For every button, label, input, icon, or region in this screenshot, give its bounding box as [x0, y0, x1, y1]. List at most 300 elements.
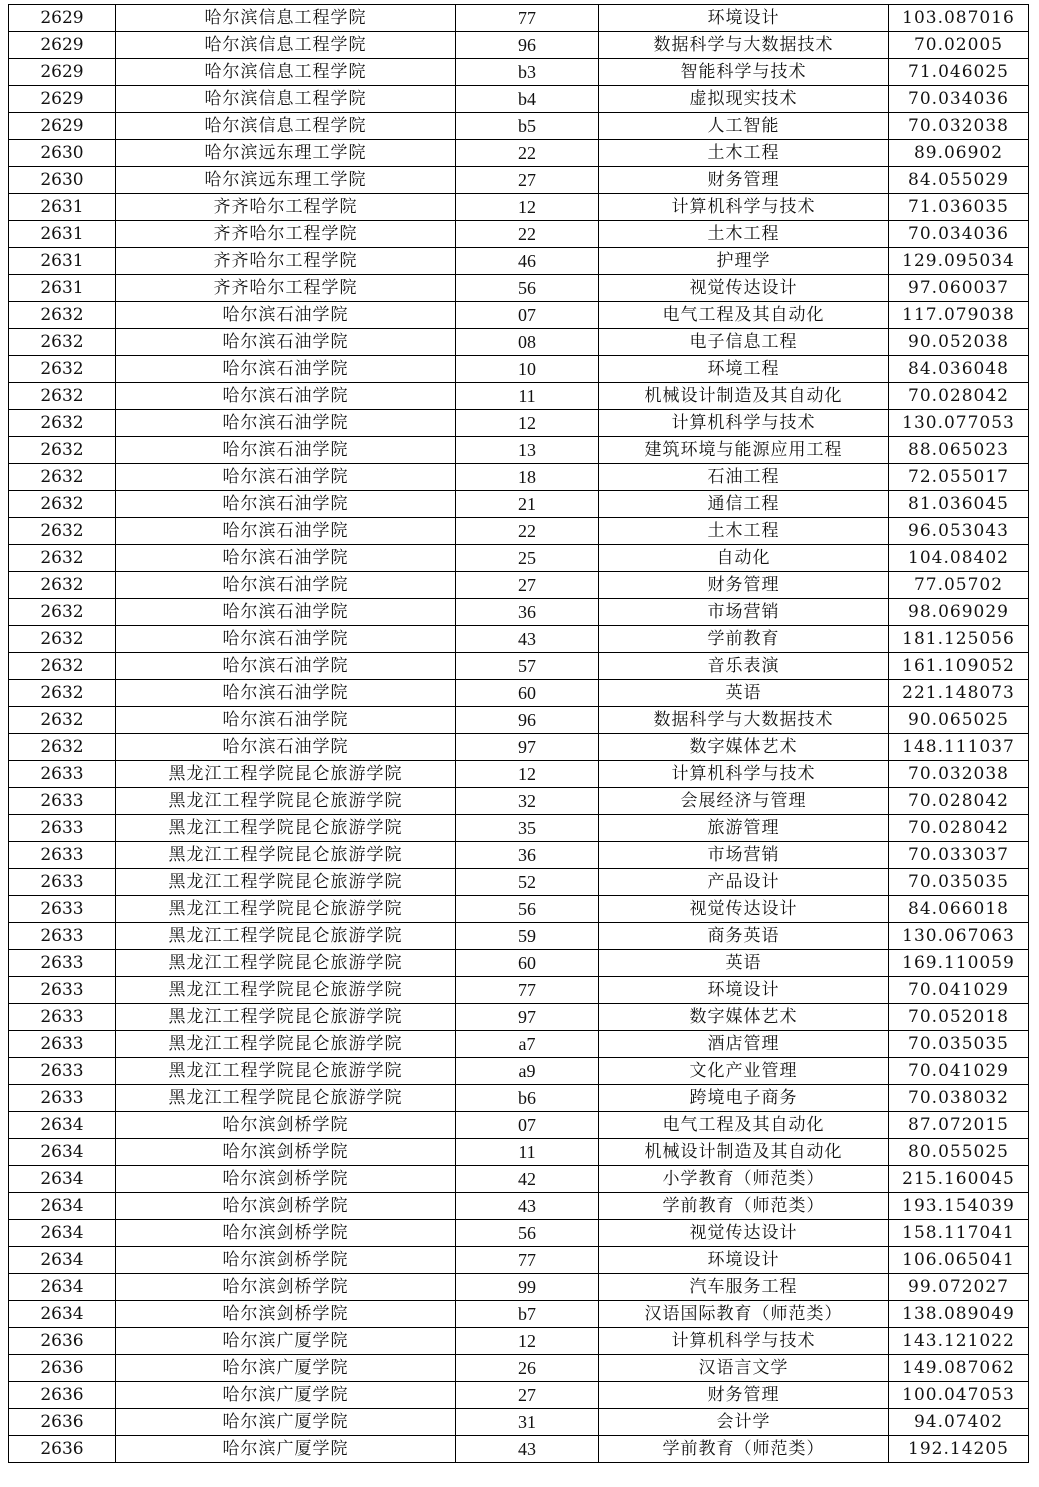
major-name-cell: 视觉传达设计	[599, 1220, 889, 1247]
score-cell: 90.065025	[889, 707, 1029, 734]
table-row	[9, 491, 1029, 518]
major-name-cell: 汉语国际教育（师范类）	[599, 1301, 889, 1328]
major-code-cell: 36	[456, 842, 599, 869]
school-name-cell: 哈尔滨广厦学院	[116, 1328, 456, 1355]
score-cell: 100.047053	[889, 1382, 1029, 1409]
school-name-cell: 哈尔滨石油学院	[116, 707, 456, 734]
table-row	[9, 1085, 1029, 1112]
major-name-cell: 商务英语	[599, 923, 889, 950]
table-row	[9, 680, 1029, 707]
major-code-cell: 13	[456, 437, 599, 464]
school-name-cell: 黑龙江工程学院昆仑旅游学院	[116, 923, 456, 950]
major-code-cell: 12	[456, 194, 599, 221]
school-name-cell: 齐齐哈尔工程学院	[116, 248, 456, 275]
major-name-cell: 市场营销	[599, 842, 889, 869]
major-name-cell: 环境工程	[599, 356, 889, 383]
school-code-cell: 2629	[9, 59, 116, 86]
table-row	[9, 1328, 1029, 1355]
major-code-cell: 12	[456, 410, 599, 437]
score-cell: 130.067063	[889, 923, 1029, 950]
major-name-cell: 财务管理	[599, 1382, 889, 1409]
major-code-cell: 56	[456, 1220, 599, 1247]
major-code-cell: 18	[456, 464, 599, 491]
school-name-cell: 哈尔滨远东理工学院	[116, 140, 456, 167]
major-name-cell: 护理学	[599, 248, 889, 275]
school-name-cell: 哈尔滨信息工程学院	[116, 113, 456, 140]
school-code-cell: 2631	[9, 221, 116, 248]
table-row	[9, 1274, 1029, 1301]
school-code-cell: 2633	[9, 1004, 116, 1031]
school-name-cell: 哈尔滨石油学院	[116, 626, 456, 653]
school-name-cell: 黑龙江工程学院昆仑旅游学院	[116, 1031, 456, 1058]
major-code-cell: 26	[456, 1355, 599, 1382]
school-name-cell: 哈尔滨石油学院	[116, 545, 456, 572]
school-name-cell: 哈尔滨剑桥学院	[116, 1220, 456, 1247]
school-name-cell: 哈尔滨石油学院	[116, 464, 456, 491]
major-name-cell: 土木工程	[599, 221, 889, 248]
table-row	[9, 1112, 1029, 1139]
table-row	[9, 464, 1029, 491]
school-code-cell: 2629	[9, 32, 116, 59]
score-cell: 104.08402	[889, 545, 1029, 572]
score-cell: 70.041029	[889, 1058, 1029, 1085]
major-code-cell: 97	[456, 1004, 599, 1031]
table-row	[9, 1355, 1029, 1382]
table-row	[9, 707, 1029, 734]
school-code-cell: 2629	[9, 113, 116, 140]
major-name-cell: 汽车服务工程	[599, 1274, 889, 1301]
major-code-cell: 60	[456, 950, 599, 977]
school-code-cell: 2631	[9, 248, 116, 275]
major-code-cell: 56	[456, 275, 599, 302]
major-name-cell: 跨境电子商务	[599, 1085, 889, 1112]
major-name-cell: 机械设计制造及其自动化	[599, 383, 889, 410]
major-name-cell: 汉语言文学	[599, 1355, 889, 1382]
score-cell: 103.087016	[889, 5, 1029, 32]
score-cell: 129.095034	[889, 248, 1029, 275]
major-name-cell: 智能科学与技术	[599, 59, 889, 86]
major-name-cell: 通信工程	[599, 491, 889, 518]
major-code-cell: b7	[456, 1301, 599, 1328]
table-row	[9, 896, 1029, 923]
table-row	[9, 815, 1029, 842]
major-code-cell: 96	[456, 707, 599, 734]
school-name-cell: 哈尔滨信息工程学院	[116, 86, 456, 113]
school-code-cell: 2633	[9, 977, 116, 1004]
score-cell: 158.117041	[889, 1220, 1029, 1247]
major-code-cell: 11	[456, 383, 599, 410]
score-cell: 70.034036	[889, 86, 1029, 113]
table-row	[9, 194, 1029, 221]
score-cell: 143.121022	[889, 1328, 1029, 1355]
table-row	[9, 1220, 1029, 1247]
school-code-cell: 2634	[9, 1274, 116, 1301]
major-name-cell: 电气工程及其自动化	[599, 302, 889, 329]
major-code-cell: 43	[456, 1436, 599, 1463]
major-code-cell: 77	[456, 977, 599, 1004]
school-code-cell: 2634	[9, 1166, 116, 1193]
major-name-cell: 英语	[599, 680, 889, 707]
school-code-cell: 2633	[9, 788, 116, 815]
table-row	[9, 869, 1029, 896]
major-code-cell: 57	[456, 653, 599, 680]
major-code-cell: 36	[456, 599, 599, 626]
table-row	[9, 1409, 1029, 1436]
table-row	[9, 275, 1029, 302]
table-row	[9, 1436, 1029, 1463]
school-name-cell: 黑龙江工程学院昆仑旅游学院	[116, 977, 456, 1004]
school-code-cell: 2634	[9, 1301, 116, 1328]
school-code-cell: 2636	[9, 1382, 116, 1409]
major-name-cell: 学前教育	[599, 626, 889, 653]
table-row	[9, 923, 1029, 950]
table-row	[9, 572, 1029, 599]
score-cell: 96.053043	[889, 518, 1029, 545]
table-row	[9, 734, 1029, 761]
score-cell: 181.125056	[889, 626, 1029, 653]
school-name-cell: 齐齐哈尔工程学院	[116, 275, 456, 302]
score-cell: 138.089049	[889, 1301, 1029, 1328]
major-code-cell: a9	[456, 1058, 599, 1085]
school-name-cell: 哈尔滨石油学院	[116, 518, 456, 545]
table-row	[9, 1193, 1029, 1220]
score-cell: 70.052018	[889, 1004, 1029, 1031]
school-code-cell: 2629	[9, 5, 116, 32]
major-name-cell: 数字媒体艺术	[599, 734, 889, 761]
major-code-cell: 22	[456, 221, 599, 248]
score-cell: 99.072027	[889, 1274, 1029, 1301]
school-name-cell: 黑龙江工程学院昆仑旅游学院	[116, 896, 456, 923]
major-code-cell: 43	[456, 1193, 599, 1220]
school-code-cell: 2633	[9, 842, 116, 869]
school-code-cell: 2634	[9, 1193, 116, 1220]
major-code-cell: 27	[456, 167, 599, 194]
major-code-cell: 99	[456, 1274, 599, 1301]
school-code-cell: 2634	[9, 1139, 116, 1166]
school-code-cell: 2634	[9, 1247, 116, 1274]
school-code-cell: 2636	[9, 1328, 116, 1355]
school-name-cell: 齐齐哈尔工程学院	[116, 194, 456, 221]
table-row	[9, 113, 1029, 140]
major-code-cell: 07	[456, 1112, 599, 1139]
school-code-cell: 2636	[9, 1355, 116, 1382]
school-name-cell: 哈尔滨信息工程学院	[116, 32, 456, 59]
major-name-cell: 土木工程	[599, 518, 889, 545]
table-row	[9, 5, 1029, 32]
score-cell: 117.079038	[889, 302, 1029, 329]
major-name-cell: 学前教育（师范类）	[599, 1436, 889, 1463]
school-name-cell: 哈尔滨石油学院	[116, 653, 456, 680]
school-name-cell: 哈尔滨石油学院	[116, 329, 456, 356]
score-cell: 71.036035	[889, 194, 1029, 221]
admission-score-sheet	[8, 4, 1028, 1463]
school-name-cell: 黑龙江工程学院昆仑旅游学院	[116, 1058, 456, 1085]
school-name-cell: 黑龙江工程学院昆仑旅游学院	[116, 869, 456, 896]
score-cell: 70.032038	[889, 761, 1029, 788]
major-name-cell: 市场营销	[599, 599, 889, 626]
major-code-cell: 08	[456, 329, 599, 356]
major-name-cell: 电子信息工程	[599, 329, 889, 356]
table-row	[9, 1166, 1029, 1193]
score-cell: 97.060037	[889, 275, 1029, 302]
major-code-cell: b3	[456, 59, 599, 86]
table-row	[9, 59, 1029, 86]
school-name-cell: 哈尔滨石油学院	[116, 356, 456, 383]
score-cell: 88.065023	[889, 437, 1029, 464]
table-row	[9, 383, 1029, 410]
school-code-cell: 2632	[9, 437, 116, 464]
school-name-cell: 哈尔滨广厦学院	[116, 1436, 456, 1463]
school-code-cell: 2633	[9, 815, 116, 842]
table-row	[9, 410, 1029, 437]
school-name-cell: 哈尔滨剑桥学院	[116, 1139, 456, 1166]
major-code-cell: 10	[456, 356, 599, 383]
school-code-cell: 2632	[9, 572, 116, 599]
major-code-cell: 31	[456, 1409, 599, 1436]
major-name-cell: 视觉传达设计	[599, 275, 889, 302]
major-code-cell: 25	[456, 545, 599, 572]
score-cell: 80.055025	[889, 1139, 1029, 1166]
school-code-cell: 2632	[9, 653, 116, 680]
table-row	[9, 140, 1029, 167]
score-cell: 77.05702	[889, 572, 1029, 599]
major-name-cell: 小学教育（师范类）	[599, 1166, 889, 1193]
major-name-cell: 音乐表演	[599, 653, 889, 680]
major-name-cell: 会计学	[599, 1409, 889, 1436]
school-name-cell: 哈尔滨广厦学院	[116, 1382, 456, 1409]
table-row	[9, 950, 1029, 977]
school-code-cell: 2632	[9, 302, 116, 329]
score-cell: 70.033037	[889, 842, 1029, 869]
major-code-cell: 21	[456, 491, 599, 518]
major-code-cell: 11	[456, 1139, 599, 1166]
major-code-cell: 35	[456, 815, 599, 842]
school-name-cell: 黑龙江工程学院昆仑旅游学院	[116, 788, 456, 815]
score-cell: 70.035035	[889, 869, 1029, 896]
school-code-cell: 2633	[9, 923, 116, 950]
score-table-body	[9, 5, 1029, 1463]
school-name-cell: 哈尔滨信息工程学院	[116, 5, 456, 32]
score-cell: 215.160045	[889, 1166, 1029, 1193]
school-name-cell: 哈尔滨剑桥学院	[116, 1301, 456, 1328]
school-name-cell: 哈尔滨石油学院	[116, 437, 456, 464]
major-code-cell: 56	[456, 896, 599, 923]
school-code-cell: 2632	[9, 518, 116, 545]
major-name-cell: 石油工程	[599, 464, 889, 491]
table-row	[9, 356, 1029, 383]
major-name-cell: 数字媒体艺术	[599, 1004, 889, 1031]
school-name-cell: 哈尔滨信息工程学院	[116, 59, 456, 86]
major-code-cell: b5	[456, 113, 599, 140]
school-code-cell: 2631	[9, 275, 116, 302]
score-cell: 221.148073	[889, 680, 1029, 707]
table-row	[9, 1031, 1029, 1058]
major-code-cell: 07	[456, 302, 599, 329]
score-cell: 70.028042	[889, 815, 1029, 842]
table-row	[9, 32, 1029, 59]
major-name-cell: 产品设计	[599, 869, 889, 896]
major-name-cell: 数据科学与大数据技术	[599, 32, 889, 59]
table-row	[9, 1247, 1029, 1274]
school-code-cell: 2633	[9, 761, 116, 788]
score-cell: 72.055017	[889, 464, 1029, 491]
school-name-cell: 哈尔滨剑桥学院	[116, 1274, 456, 1301]
table-row	[9, 761, 1029, 788]
table-row	[9, 248, 1029, 275]
score-cell: 94.07402	[889, 1409, 1029, 1436]
school-name-cell: 哈尔滨石油学院	[116, 410, 456, 437]
school-code-cell: 2632	[9, 734, 116, 761]
major-name-cell: 计算机科学与技术	[599, 761, 889, 788]
score-cell: 148.111037	[889, 734, 1029, 761]
major-code-cell: b4	[456, 86, 599, 113]
major-name-cell: 土木工程	[599, 140, 889, 167]
school-code-cell: 2636	[9, 1409, 116, 1436]
major-code-cell: 42	[456, 1166, 599, 1193]
major-name-cell: 建筑环境与能源应用工程	[599, 437, 889, 464]
school-name-cell: 哈尔滨剑桥学院	[116, 1193, 456, 1220]
school-name-cell: 齐齐哈尔工程学院	[116, 221, 456, 248]
school-code-cell: 2633	[9, 950, 116, 977]
major-name-cell: 文化产业管理	[599, 1058, 889, 1085]
score-cell: 90.052038	[889, 329, 1029, 356]
school-name-cell: 哈尔滨石油学院	[116, 302, 456, 329]
major-code-cell: 52	[456, 869, 599, 896]
school-code-cell: 2632	[9, 599, 116, 626]
score-cell: 70.038032	[889, 1085, 1029, 1112]
school-code-cell: 2636	[9, 1436, 116, 1463]
major-name-cell: 财务管理	[599, 167, 889, 194]
score-cell: 149.087062	[889, 1355, 1029, 1382]
major-code-cell: b6	[456, 1085, 599, 1112]
school-code-cell: 2632	[9, 626, 116, 653]
major-name-cell: 旅游管理	[599, 815, 889, 842]
table-row	[9, 302, 1029, 329]
major-name-cell: 会展经济与管理	[599, 788, 889, 815]
school-code-cell: 2633	[9, 1058, 116, 1085]
score-cell: 71.046025	[889, 59, 1029, 86]
school-name-cell: 黑龙江工程学院昆仑旅游学院	[116, 1004, 456, 1031]
score-cell: 192.14205	[889, 1436, 1029, 1463]
major-code-cell: 77	[456, 1247, 599, 1274]
table-row	[9, 167, 1029, 194]
score-cell: 81.036045	[889, 491, 1029, 518]
major-code-cell: 12	[456, 761, 599, 788]
major-code-cell: a7	[456, 1031, 599, 1058]
major-name-cell: 英语	[599, 950, 889, 977]
score-cell: 70.041029	[889, 977, 1029, 1004]
score-cell: 84.055029	[889, 167, 1029, 194]
school-name-cell: 黑龙江工程学院昆仑旅游学院	[116, 1085, 456, 1112]
school-name-cell: 哈尔滨远东理工学院	[116, 167, 456, 194]
major-code-cell: 22	[456, 518, 599, 545]
table-row	[9, 1004, 1029, 1031]
school-name-cell: 哈尔滨石油学院	[116, 680, 456, 707]
score-cell: 169.110059	[889, 950, 1029, 977]
major-name-cell: 学前教育（师范类）	[599, 1193, 889, 1220]
school-name-cell: 黑龙江工程学院昆仑旅游学院	[116, 950, 456, 977]
score-cell: 84.036048	[889, 356, 1029, 383]
school-name-cell: 哈尔滨剑桥学院	[116, 1112, 456, 1139]
score-cell: 70.02005	[889, 32, 1029, 59]
major-name-cell: 虚拟现实技术	[599, 86, 889, 113]
table-row	[9, 518, 1029, 545]
major-code-cell: 27	[456, 1382, 599, 1409]
major-name-cell: 环境设计	[599, 977, 889, 1004]
major-name-cell: 机械设计制造及其自动化	[599, 1139, 889, 1166]
table-row	[9, 221, 1029, 248]
major-code-cell: 97	[456, 734, 599, 761]
school-code-cell: 2629	[9, 86, 116, 113]
table-row	[9, 842, 1029, 869]
school-name-cell: 黑龙江工程学院昆仑旅游学院	[116, 815, 456, 842]
score-cell: 70.035035	[889, 1031, 1029, 1058]
score-cell: 70.032038	[889, 113, 1029, 140]
school-name-cell: 黑龙江工程学院昆仑旅游学院	[116, 842, 456, 869]
school-name-cell: 哈尔滨剑桥学院	[116, 1166, 456, 1193]
score-cell: 106.065041	[889, 1247, 1029, 1274]
school-code-cell: 2632	[9, 464, 116, 491]
school-code-cell: 2632	[9, 410, 116, 437]
school-code-cell: 2630	[9, 167, 116, 194]
table-row	[9, 626, 1029, 653]
school-code-cell: 2632	[9, 356, 116, 383]
score-cell: 89.06902	[889, 140, 1029, 167]
major-code-cell: 22	[456, 140, 599, 167]
major-name-cell: 人工智能	[599, 113, 889, 140]
score-table	[8, 4, 1029, 1463]
table-row	[9, 1139, 1029, 1166]
school-code-cell: 2633	[9, 1085, 116, 1112]
major-code-cell: 59	[456, 923, 599, 950]
table-row	[9, 1301, 1029, 1328]
school-name-cell: 哈尔滨石油学院	[116, 491, 456, 518]
school-code-cell: 2630	[9, 140, 116, 167]
school-name-cell: 哈尔滨石油学院	[116, 572, 456, 599]
school-name-cell: 哈尔滨广厦学院	[116, 1409, 456, 1436]
table-row	[9, 1058, 1029, 1085]
major-code-cell: 43	[456, 626, 599, 653]
school-name-cell: 哈尔滨石油学院	[116, 383, 456, 410]
score-cell: 70.028042	[889, 383, 1029, 410]
major-code-cell: 60	[456, 680, 599, 707]
score-cell: 87.072015	[889, 1112, 1029, 1139]
school-code-cell: 2632	[9, 680, 116, 707]
score-cell: 161.109052	[889, 653, 1029, 680]
score-cell: 98.069029	[889, 599, 1029, 626]
major-code-cell: 27	[456, 572, 599, 599]
major-code-cell: 32	[456, 788, 599, 815]
major-name-cell: 自动化	[599, 545, 889, 572]
school-name-cell: 哈尔滨广厦学院	[116, 1355, 456, 1382]
school-name-cell: 黑龙江工程学院昆仑旅游学院	[116, 761, 456, 788]
major-name-cell: 视觉传达设计	[599, 896, 889, 923]
major-code-cell: 46	[456, 248, 599, 275]
table-row	[9, 545, 1029, 572]
school-code-cell: 2633	[9, 896, 116, 923]
major-name-cell: 计算机科学与技术	[599, 410, 889, 437]
major-name-cell: 电气工程及其自动化	[599, 1112, 889, 1139]
school-name-cell: 哈尔滨剑桥学院	[116, 1247, 456, 1274]
major-name-cell: 计算机科学与技术	[599, 1328, 889, 1355]
school-code-cell: 2632	[9, 707, 116, 734]
table-row	[9, 599, 1029, 626]
score-cell: 193.154039	[889, 1193, 1029, 1220]
table-row	[9, 977, 1029, 1004]
table-row	[9, 437, 1029, 464]
school-code-cell: 2632	[9, 383, 116, 410]
table-row	[9, 788, 1029, 815]
